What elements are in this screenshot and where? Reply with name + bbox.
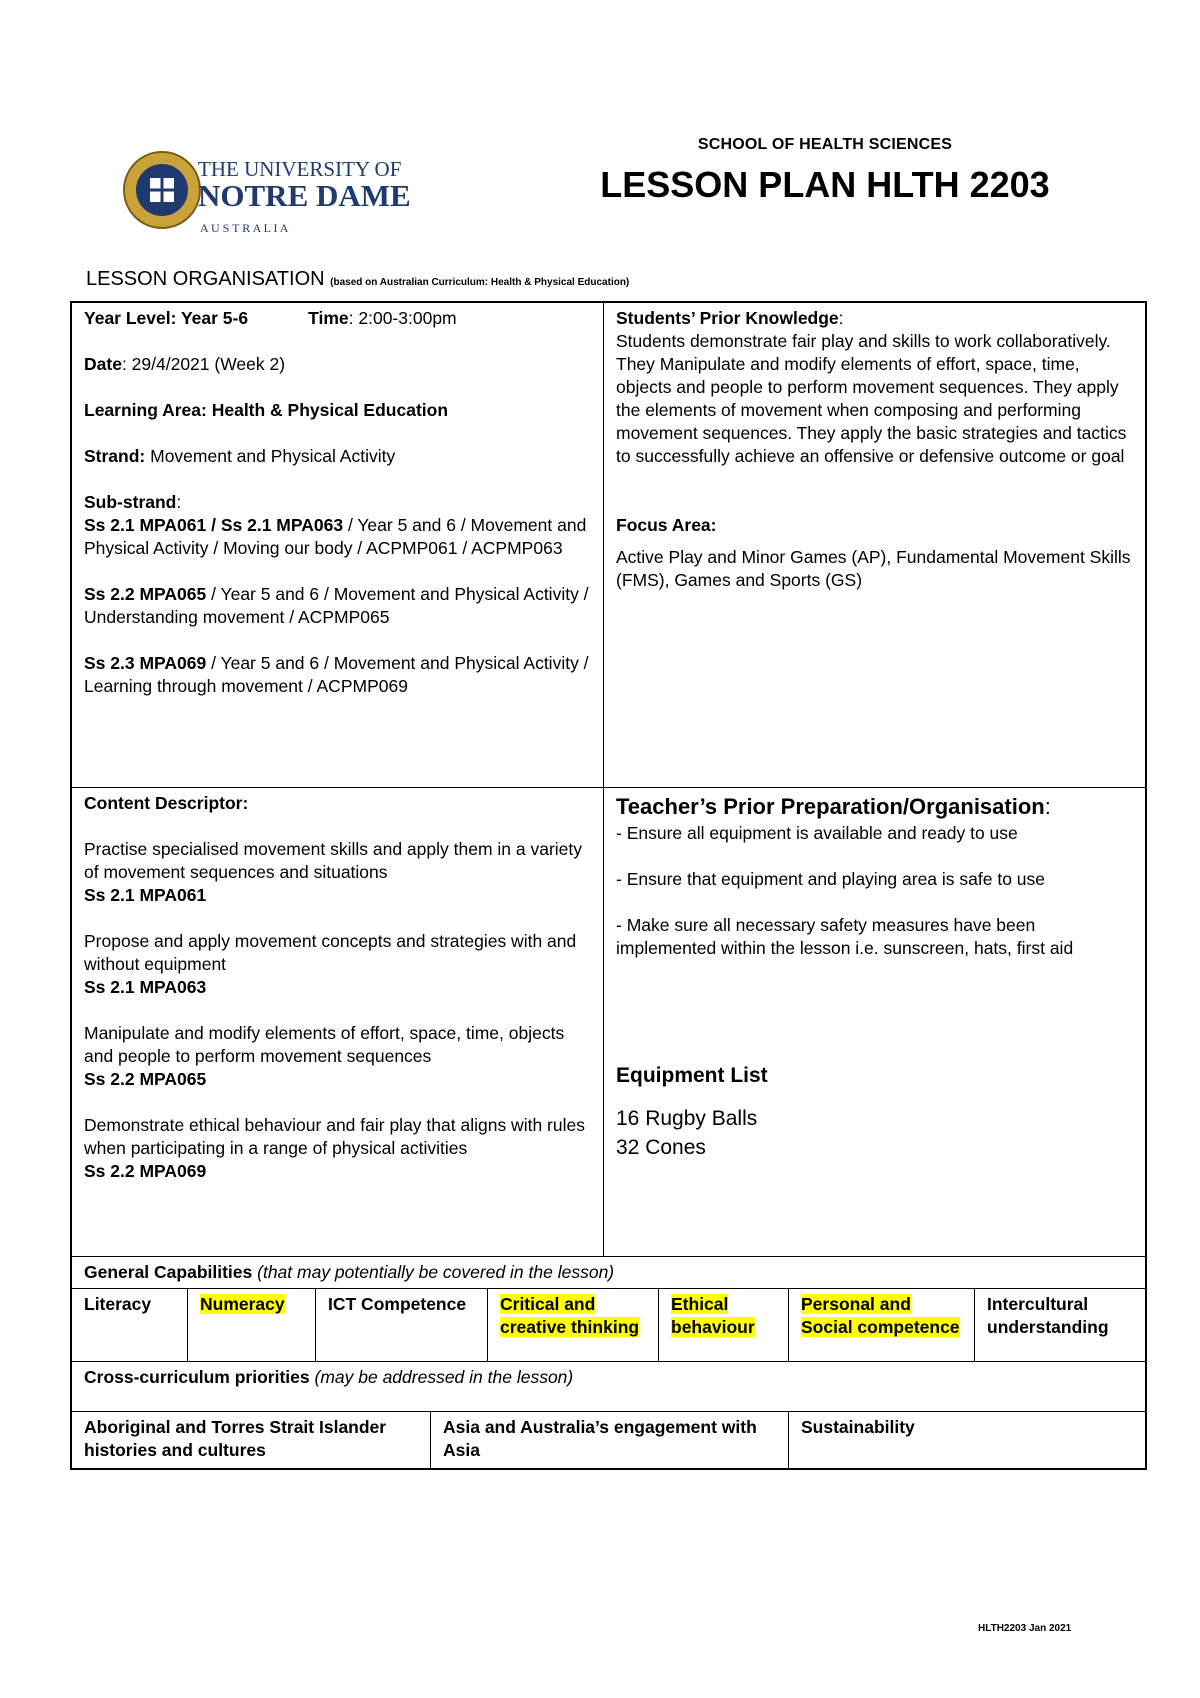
cross-curriculum-heading [72,1362,1145,1411]
preparation-colon: : [1044,794,1051,819]
capability-personal-social [788,1289,974,1361]
date-value: : 29/4/2021 (Week 2) [121,354,286,374]
university-logo [120,148,440,244]
equipment-list-label: Equipment List [616,1064,768,1087]
substrand-1-code: Ss 2.1 MPA061 / Ss 2.1 MPA063 [84,515,344,535]
content-descriptor-label: Content Descriptor: [84,793,249,813]
substrand-label: Sub-strand [84,492,177,512]
learning-area: Learning Area: Health & Physical Education [84,400,449,420]
content-descriptor-cell [72,788,603,1256]
school-name: SCHOOL OF HEALTH SCIENCES [697,136,953,153]
preparation-item: - Ensure all equipment is available and ready to use [616,823,1018,843]
substrand-3-text: / Year 5 and 6 / Movement and Physical Activity / Learning through movement / ACPMP069 [84,653,589,696]
descriptor-text: Practise specialised movement skills and apply them in a variety of movement sequences and situations [84,839,582,882]
capability-label: Intercultural understanding [987,1294,1109,1337]
year-level: Year Level: Year 5-6 [84,308,249,328]
general-capabilities-note: (that may potentially be covered in the lesson) [252,1262,615,1282]
date-label: Date [84,354,122,374]
substrand-1-text: / Year 5 and 6 / Movement and Physical Activity / Moving our body / ACPMP061 / ACPMP063 [84,515,587,558]
capability-label: Ethical behaviour [671,1294,755,1337]
footer-code: HLTH2203 Jan 2021 [978,1623,1072,1634]
capability-label: ICT Competence [328,1294,467,1314]
priority-aboriginal [72,1412,430,1468]
substrand-2-text: / Year 5 and 6 / Movement and Physical Activity / Understanding movement / ACPMP065 [84,584,589,627]
priority-label: Sustainability [801,1417,915,1437]
organisation-note: (based on Australian Curriculum: Health & Physical Education) [330,277,630,288]
general-capabilities-label: General Capabilities [84,1262,253,1282]
capability-label: Literacy [84,1294,152,1314]
page-title: LESSON PLAN HLTH 2203 [600,164,1050,205]
focus-area-text: Active Play and Minor Games (AP), Fundamental Movement Skills (FMS), Games and Sports (GS) [616,547,1131,590]
focus-area-label: Focus Area: [616,515,717,535]
prior-knowledge-colon: : [838,308,844,328]
strand-value: Movement and Physical Activity [145,446,396,466]
svg-text:THE UNIVERSITY OF: THE UNIVERSITY OF [198,157,402,181]
prior-knowledge-label: Students’ Prior Knowledge [616,308,839,328]
capability-numeracy [187,1289,315,1361]
svg-text:A U S T R A L I A: A U S T R A L I A [200,221,289,235]
substrand-3-code: Ss 2.3 MPA069 [84,653,207,673]
cross-curriculum-note: (may be addressed in the lesson) [309,1367,574,1387]
preparation-label: Teacher’s Prior Preparation/Organisation [616,794,1045,819]
equipment-item: 32 Cones [616,1136,706,1159]
strand-label: Strand: [84,446,146,466]
descriptor-code: Ss 2.1 MPA063 [84,977,207,997]
prior-knowledge-text: Students demonstrate fair play and skills to work collaboratively. They Manipulate and modify elements of effort, space, time, objects and people to perform movement sequences. They apply the elements of movement when composing and performing movement sequences. They apply the basic strategies and tactics to successfully achieve an offensive or defensive outcome or goal [616,331,1127,466]
organisation-heading: LESSON ORGANISATION [86,268,325,290]
substrand-colon: : [176,492,182,512]
lesson-details-cell [72,303,603,787]
descriptor-code: Ss 2.1 MPA061 [84,885,207,905]
descriptor-text: Propose and apply movement concepts and strategies with and without equipment [84,931,577,974]
capability-ethical [658,1289,788,1361]
priority-label: Asia and Australia’s engagement with Asia [443,1417,757,1460]
lesson-plan-table [70,301,1147,1470]
capability-intercultural [974,1289,1145,1361]
capability-critical-thinking [487,1289,658,1361]
capability-label: Critical and creative thinking [500,1294,640,1337]
preparation-item: - Make sure all necessary safety measures have been implemented within the lesson i.e. sunscreen, hats, first aid [616,915,1074,958]
time-label: Time [308,308,349,328]
descriptor-text: Demonstrate ethical behaviour and fair play that aligns with rules when participating in a range of physical activities [84,1115,585,1158]
prior-knowledge-cell [603,303,1145,787]
equipment-item: 16 Rugby Balls [616,1107,758,1130]
university-crest-icon [120,148,440,244]
capability-ict [315,1289,487,1361]
descriptor-code: Ss 2.2 MPA069 [84,1161,207,1181]
capability-label: Personal and Social competence [801,1294,960,1337]
priority-sustainability [788,1412,1145,1468]
svg-text:NOTRE DAME: NOTRE DAME [198,178,411,213]
descriptor-code: Ss 2.2 MPA065 [84,1069,207,1089]
preparation-cell [603,788,1145,1256]
substrand-2-code: Ss 2.2 MPA065 [84,584,207,604]
section-heading [86,268,629,291]
cross-curriculum-label: Cross-curriculum priorities [84,1367,310,1387]
preparation-item: - Ensure that equipment and playing area is safe to use [616,869,1046,889]
priority-asia [430,1412,788,1468]
general-capabilities-heading [72,1257,1145,1288]
capability-label: Numeracy [200,1294,285,1314]
time-value: : 2:00-3:00pm [348,308,457,328]
priority-label: Aboriginal and Torres Strait Islander histories and cultures [84,1417,387,1460]
descriptor-text: Manipulate and modify elements of effort, space, time, objects and people to perform movement sequences [84,1023,565,1066]
capability-literacy [72,1289,187,1361]
